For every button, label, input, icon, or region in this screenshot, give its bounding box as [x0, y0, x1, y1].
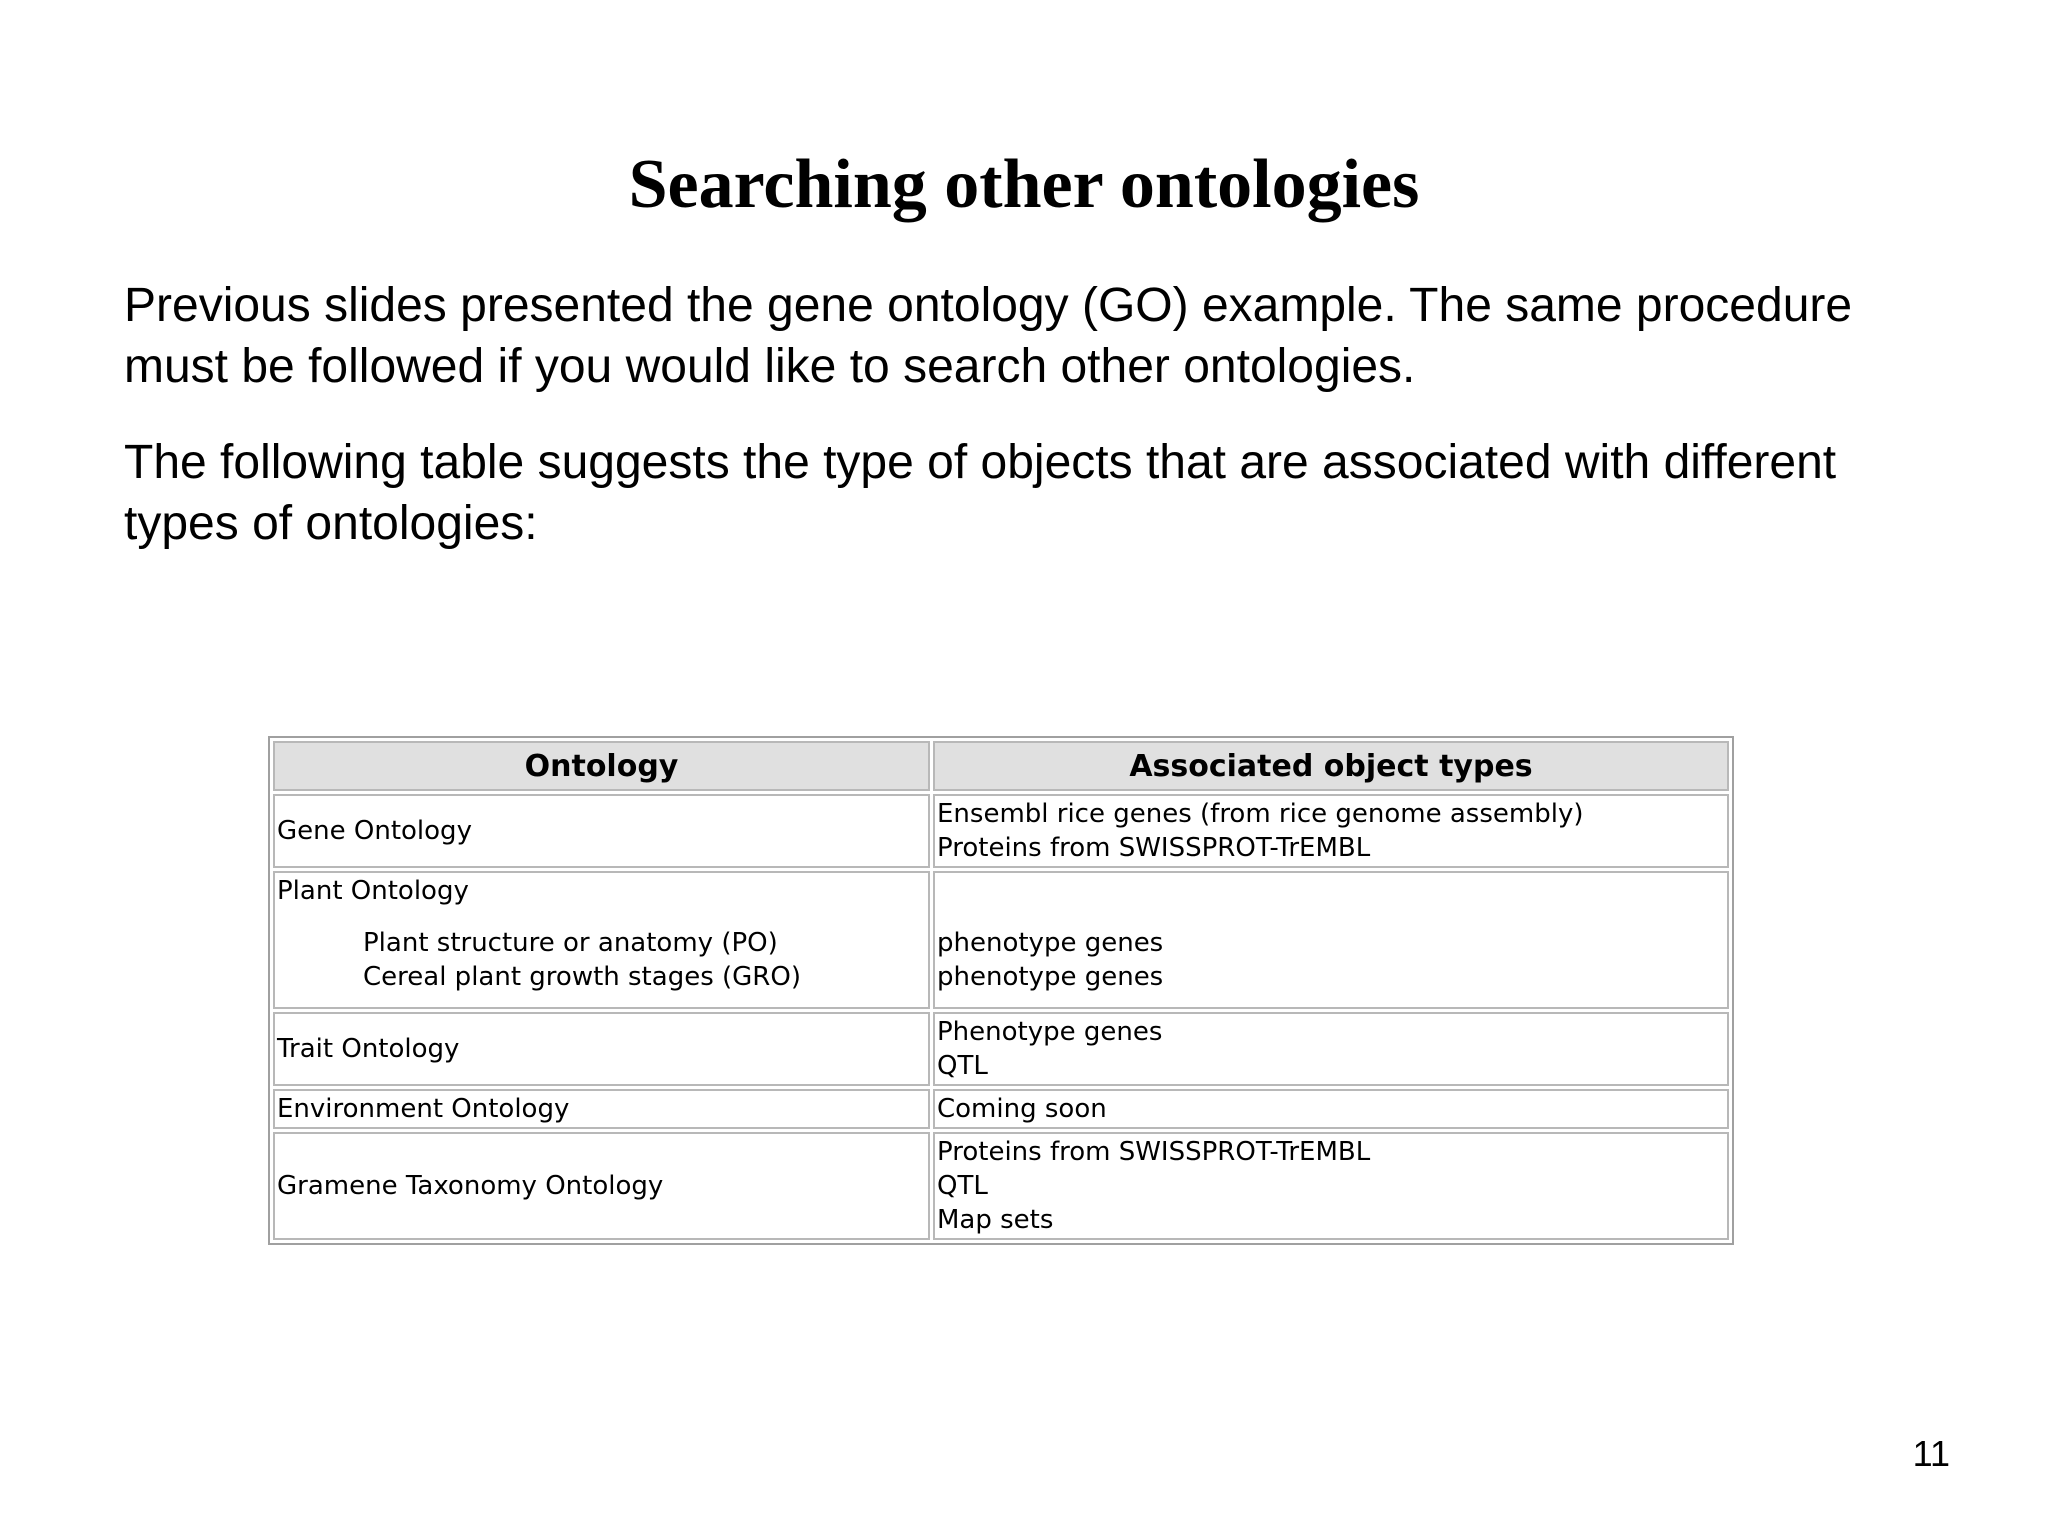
type-item: Proteins from SWISSPROT-TrEMBL	[937, 1137, 1371, 1167]
header-associated-object-types: Associated object types	[933, 741, 1729, 791]
row-ontology-cell: Gene Ontology	[273, 794, 930, 868]
type-item: QTL	[937, 1051, 988, 1081]
ontology-name: Plant Ontology	[277, 876, 469, 906]
table-intro-paragraph: The following table suggests the type of objects that are associated with different types of ontologies:	[124, 436, 1837, 550]
table-row	[273, 1132, 1729, 1240]
row-types-cell	[933, 1132, 1729, 1240]
slide-title: Searching other ontologies	[628, 146, 1420, 223]
type-item: Proteins from SWISSPROT-TrEMBL	[937, 833, 1371, 863]
type-item: Ensembl rice genes (from rice genome assembly)	[937, 799, 1584, 829]
sub-ontology-list	[363, 926, 926, 994]
row-ontology-cell: Trait Ontology	[273, 1012, 930, 1086]
sub-ontology-item: Plant structure or anatomy (PO)	[363, 928, 778, 958]
ontology-table	[270, 738, 1732, 1243]
type-item: Coming soon	[937, 1094, 1107, 1124]
type-item: phenotype genes	[937, 962, 1164, 992]
row-types-cell	[933, 1089, 1729, 1129]
page-number: 11	[1912, 1433, 1950, 1474]
table-row	[273, 1089, 1729, 1129]
table-row	[273, 871, 1729, 1009]
row-ontology-cell	[273, 871, 930, 1009]
row-types-cell	[933, 1012, 1729, 1086]
type-item: Phenotype genes	[937, 1017, 1163, 1047]
type-item: phenotype genes	[937, 928, 1164, 958]
type-item: QTL	[937, 1171, 988, 1201]
row-ontology-cell: Gramene Taxonomy Ontology	[273, 1132, 930, 1240]
type-item: Map sets	[937, 1205, 1054, 1235]
row-types-cell	[933, 794, 1729, 868]
row-types-cell	[933, 871, 1729, 1009]
header-ontology: Ontology	[273, 741, 930, 791]
sub-ontology-item: Cereal plant growth stages (GRO)	[363, 962, 801, 992]
table-row	[273, 1012, 1729, 1086]
ontology-table-frame	[268, 736, 1734, 1245]
table-row	[273, 794, 1729, 868]
row-ontology-cell: Environment Ontology	[273, 1089, 930, 1129]
intro-paragraph: Previous slides presented the gene ontology (GO) example. The same procedure must be followed if you would like to search other ontologies.	[124, 279, 1853, 393]
table-header-row	[273, 741, 1729, 791]
